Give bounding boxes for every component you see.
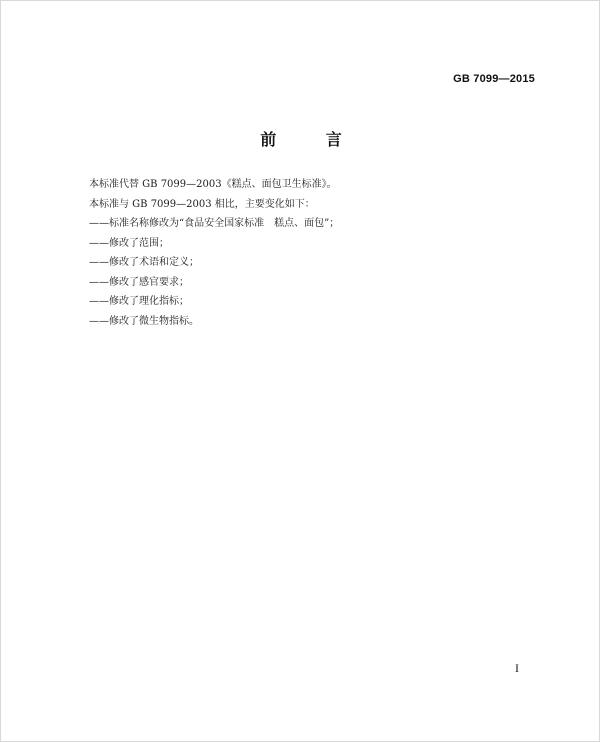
change-list-item: ——修改了微生物指标。 <box>89 315 199 327</box>
change-list-item: ——修改了感官要求； <box>89 276 189 288</box>
page-title: 前 言 <box>260 130 364 149</box>
change-list-item: ——修改了术语和定义； <box>89 257 199 268</box>
page-number: I <box>515 661 519 675</box>
change-list-item: ——修改了范围； <box>89 237 169 249</box>
change-list-item: ——修改了理化指标； <box>89 296 189 307</box>
paragraph-line: 本标准代替 GB 7099—2003《糕点、面包卫生标准》。 <box>89 179 337 190</box>
paragraph-line: 本标准与 GB 7099—2003 相比，主要变化如下： <box>89 198 315 210</box>
standard-code: GB 7099—2015 <box>453 73 535 85</box>
change-list-item: ——标准名称修改为“食品安全国家标准 糕点、面包”； <box>89 218 340 229</box>
document-body <box>89 175 529 331</box>
